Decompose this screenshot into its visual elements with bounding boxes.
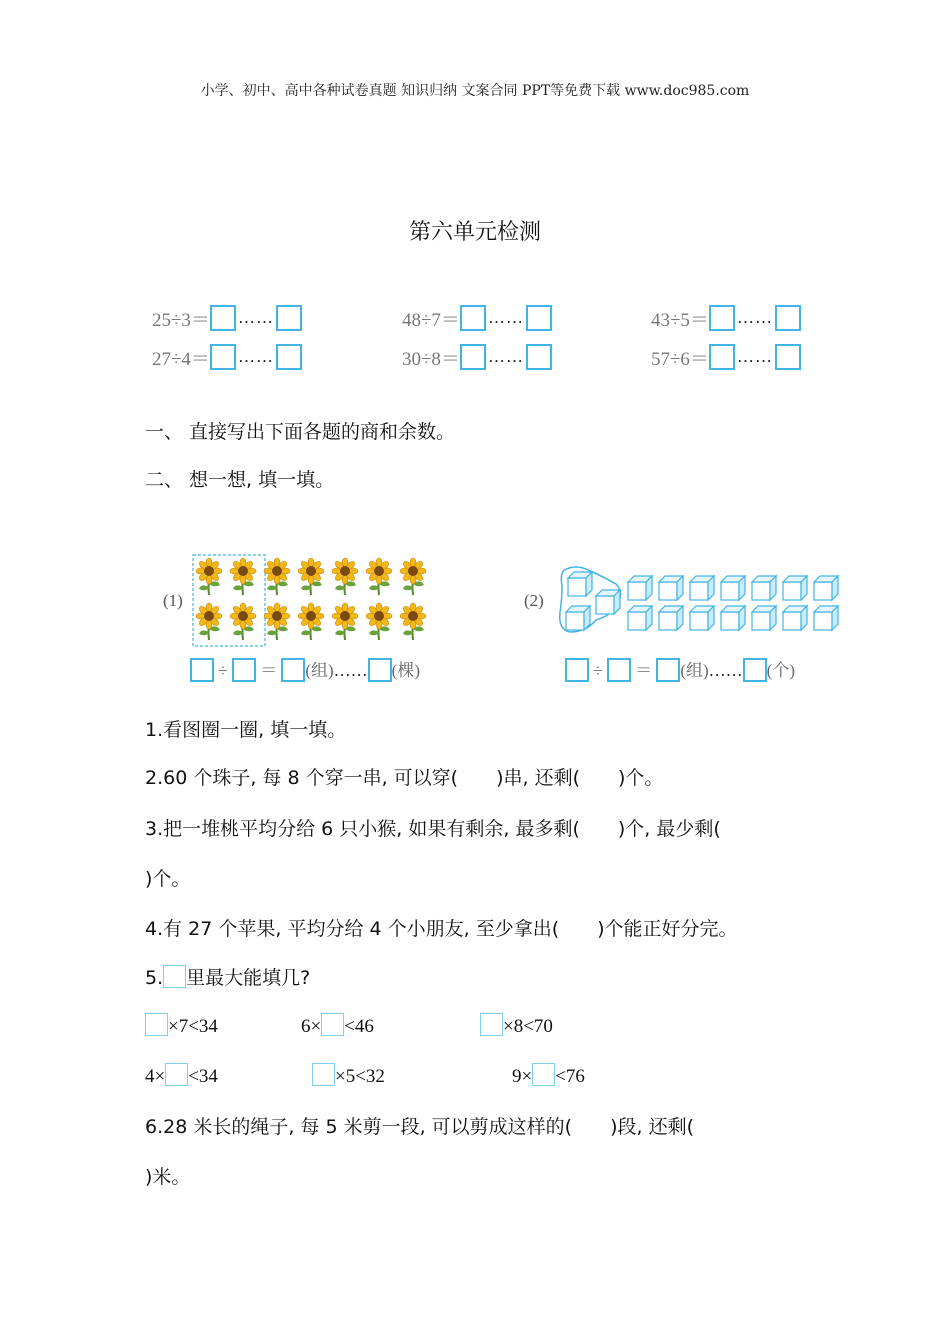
- sunflower-icon: [332, 603, 358, 640]
- answer-box[interactable]: [210, 305, 236, 331]
- calc-expression: 48÷7＝: [402, 309, 460, 331]
- cube-icon: [568, 572, 592, 596]
- remainder-unit: (棵): [391, 661, 420, 680]
- cube-icon: [783, 576, 807, 600]
- question-3-line-2: )个。: [145, 868, 191, 890]
- remainder-box[interactable]: [775, 305, 801, 331]
- answer-box[interactable]: [210, 344, 236, 370]
- fill-box[interactable]: [165, 1063, 188, 1086]
- inequality-after: <76: [555, 1066, 585, 1087]
- equals-sign: ＝: [635, 661, 653, 680]
- inequality-before: 9×: [512, 1066, 533, 1087]
- calc-item: [152, 303, 302, 333]
- fill-box[interactable]: [312, 1063, 335, 1086]
- blank-box-icon: [163, 965, 186, 988]
- fill-box[interactable]: [480, 1013, 503, 1036]
- cube-icon: [628, 606, 652, 630]
- sunflower-icon: [366, 603, 392, 640]
- remainder-box[interactable]: [743, 658, 767, 682]
- question-6-line-1: 6.28 米长的绳子, 每 5 米剪一段, 可以剪成这样的( )段, 还剩(: [145, 1116, 694, 1138]
- question-3-line-1: 3.把一堆桃平均分给 6 只小猴, 如果有剩余, 最多剩( )个, 最少剩(: [145, 818, 721, 840]
- sunflower-figure: [190, 552, 440, 652]
- dividend-box[interactable]: [565, 658, 589, 682]
- remainder-dots: ……: [708, 661, 743, 680]
- remainder-dots: ……: [237, 347, 274, 366]
- answer-box[interactable]: [709, 305, 735, 331]
- remainder-dots: ……: [487, 347, 524, 366]
- cube-icon: [628, 576, 652, 600]
- remainder-dots: ……: [736, 308, 773, 327]
- figure-2-label: (2): [524, 591, 544, 610]
- remainder-dots: ……: [487, 308, 524, 327]
- inequality-after: ×5<32: [335, 1066, 385, 1087]
- cube-icon: [721, 576, 745, 600]
- group-unit: (组): [305, 661, 334, 680]
- inequality-after: <34: [188, 1066, 218, 1087]
- cube-icon: [752, 576, 776, 600]
- calc-expression: 43÷5＝: [651, 309, 709, 331]
- cube-icon: [596, 590, 620, 614]
- calc-expression: 25÷3＝: [152, 309, 210, 331]
- remainder-box[interactable]: [775, 344, 801, 370]
- inequality-item: [512, 1062, 585, 1092]
- sunflower-icon: [230, 603, 256, 640]
- sunflower-icon: [400, 603, 426, 640]
- divide-sign: ÷: [593, 661, 603, 680]
- page-title: 第六单元检测: [408, 220, 541, 245]
- quotient-box[interactable]: [656, 658, 680, 682]
- sunflower-icon: [230, 558, 256, 595]
- calc-item: [152, 342, 302, 372]
- question-6-line-2: )米。: [145, 1166, 191, 1188]
- calc-item: [402, 303, 552, 333]
- answer-box[interactable]: [460, 305, 486, 331]
- answer-box[interactable]: [460, 344, 486, 370]
- cube-icon: [659, 576, 683, 600]
- sunflower-icon: [298, 603, 324, 640]
- fill-box[interactable]: [321, 1013, 344, 1036]
- remainder-dots: ……: [736, 347, 773, 366]
- remainder-box[interactable]: [276, 344, 302, 370]
- cube-icon: [659, 606, 683, 630]
- answer-box[interactable]: [709, 344, 735, 370]
- cube-icon: [783, 606, 807, 630]
- inequality-after: <46: [344, 1016, 374, 1037]
- divisor-box[interactable]: [607, 658, 631, 682]
- divisor-box[interactable]: [232, 658, 256, 682]
- inequality-item: [301, 1012, 374, 1042]
- inequality-before: 6×: [301, 1016, 322, 1037]
- calc-expression: 27÷4＝: [152, 348, 210, 370]
- calc-expression: 30÷8＝: [402, 348, 460, 370]
- figure-1-label: (1): [163, 591, 183, 610]
- question-5-text: 里最大能填几?: [186, 967, 311, 989]
- inequality-after: ×7<34: [168, 1016, 218, 1037]
- figure-2-formula: [565, 656, 795, 682]
- cube-icon: [814, 576, 838, 600]
- sunflower-icon: [366, 558, 392, 595]
- divide-sign: ÷: [218, 661, 228, 680]
- remainder-dots: ……: [237, 308, 274, 327]
- calc-item: [402, 342, 552, 372]
- page-header: 小学、初中、高中各种试卷真题 知识归纳 文案合同 PPT等免费下载 www.doc985.com: [200, 83, 750, 99]
- fill-box[interactable]: [145, 1013, 168, 1036]
- equals-sign: ＝: [260, 661, 278, 680]
- remainder-box[interactable]: [276, 305, 302, 331]
- question-5-prefix: 5.: [145, 967, 164, 989]
- group-unit: (组): [680, 661, 709, 680]
- cube-icon: [752, 606, 776, 630]
- remainder-box[interactable]: [526, 344, 552, 370]
- dividend-box[interactable]: [190, 658, 214, 682]
- question-2: 2.60 个珠子, 每 8 个穿一串, 可以穿( )串, 还剩( )个。: [145, 767, 664, 789]
- quotient-box[interactable]: [281, 658, 305, 682]
- remainder-dots: ……: [333, 661, 368, 680]
- sunflower-icon: [264, 558, 290, 595]
- inequality-before: 4×: [145, 1066, 166, 1087]
- cube-figure: [556, 562, 846, 642]
- remainder-box[interactable]: [526, 305, 552, 331]
- calc-item: [651, 303, 801, 333]
- cube-icon: [721, 606, 745, 630]
- sunflower-icon: [298, 558, 324, 595]
- remainder-box[interactable]: [368, 658, 392, 682]
- calc-item: [651, 342, 801, 372]
- inequality-item: [312, 1062, 385, 1092]
- sunflower-icon: [196, 603, 222, 640]
- inequality-after: ×8<70: [503, 1016, 553, 1037]
- section-one-heading: 一、 直接写出下面各题的商和余数。: [145, 421, 456, 443]
- inequality-item: [480, 1012, 553, 1042]
- cube-icon: [566, 606, 590, 630]
- calc-expression: 57÷6＝: [651, 348, 709, 370]
- inequality-item: [145, 1012, 218, 1042]
- sunflower-icon: [196, 558, 222, 595]
- sunflower-icon: [264, 603, 290, 640]
- cube-icon: [690, 606, 714, 630]
- figure-1-formula: [190, 656, 420, 682]
- remainder-unit: (个): [766, 661, 795, 680]
- question-4: 4.有 27 个苹果, 平均分给 4 个小朋友, 至少拿出( )个能正好分完。: [145, 918, 738, 940]
- cube-icon: [814, 606, 838, 630]
- inequality-item: [145, 1062, 218, 1092]
- fill-box[interactable]: [532, 1063, 555, 1086]
- question-1: 1.看图圈一圈, 填一填。: [145, 719, 347, 741]
- section-two-heading: 二、 想一想, 填一填。: [145, 469, 335, 491]
- cube-icon: [690, 576, 714, 600]
- sunflower-icon: [332, 558, 358, 595]
- sunflower-icon: [400, 558, 426, 595]
- question-5: [145, 963, 310, 993]
